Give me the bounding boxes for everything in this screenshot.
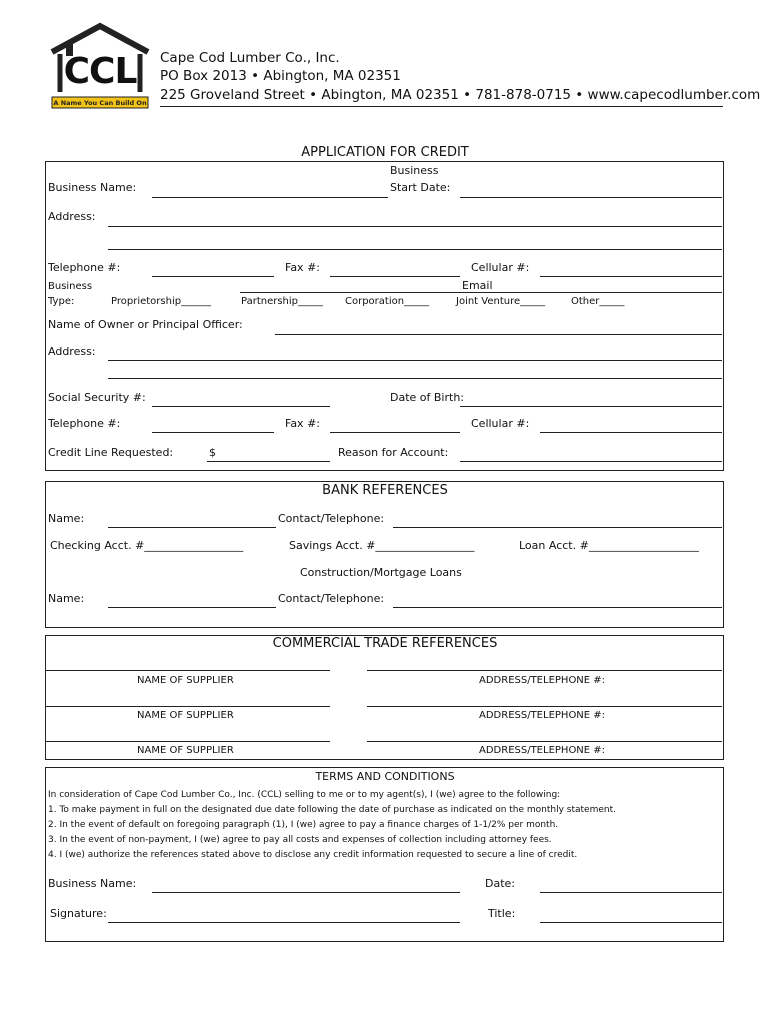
credit-line-label: Credit Line Requested: <box>48 446 174 459</box>
bank-contact-label: Contact/Telephone: <box>278 512 385 525</box>
owner-address-field-1[interactable] <box>108 360 722 361</box>
terms-item-2: 2. In the event of default on foregoing paragraph (1), I (we) agree to pay a finance charges of 1-1/2% per month. <box>48 820 559 830</box>
owner-address-label: Address: <box>48 345 96 358</box>
application-section <box>45 161 724 471</box>
terms-business-name-field[interactable] <box>152 892 460 893</box>
bank-contact-field[interactable] <box>393 527 722 528</box>
checking-label[interactable]: Checking Acct. #__________________ <box>50 539 244 552</box>
logo-text: CCL <box>63 51 137 92</box>
savings-label[interactable]: Savings Acct. #__________________ <box>289 539 475 552</box>
signature-field[interactable] <box>108 922 460 923</box>
fax-label: Fax #: <box>285 261 320 274</box>
logo-tagline: A Name You Can Build On <box>53 99 147 107</box>
company-address-2: 225 Groveland Street • Abington, MA 02351 • 781-878-0715 • www.capecodlumber.com <box>160 87 761 103</box>
credit-line-field[interactable] <box>207 461 330 462</box>
ssn-field[interactable] <box>152 406 330 407</box>
dob-label: Date of Birth: <box>390 391 465 404</box>
telephone2-field[interactable] <box>152 432 274 433</box>
type-proprietorship[interactable]: Proprietorship______ <box>111 296 212 307</box>
trade-title: COMMERCIAL TRADE REFERENCES <box>272 636 498 651</box>
supplier-field-3[interactable] <box>45 741 330 742</box>
business-type-label-1: Business <box>48 281 93 292</box>
loan-label[interactable]: Loan Acct. #____________________ <box>519 539 699 552</box>
fax-field[interactable] <box>330 276 460 277</box>
bank-name2-label: Name: <box>48 592 85 605</box>
supplier-address-field-1[interactable] <box>367 670 722 671</box>
supplier-label-2: NAME OF SUPPLIER <box>137 710 234 721</box>
supplier-address-field-2[interactable] <box>367 706 722 707</box>
cellular-label: Cellular #: <box>471 261 530 274</box>
company-address-1: PO Box 2013 • Abington, MA 02351 <box>160 68 401 84</box>
business-start-label-2: Start Date: <box>390 181 451 194</box>
reason-label: Reason for Account: <box>338 446 449 459</box>
supplier-address-label-1: ADDRESS/TELEPHONE #: <box>479 675 606 686</box>
business-name-label: Business Name: <box>48 181 137 194</box>
terms-date-field[interactable] <box>540 892 722 893</box>
supplier-field-1[interactable] <box>45 670 330 671</box>
dollar-sign: $ <box>209 446 216 459</box>
reason-field[interactable] <box>460 461 722 462</box>
terms-title: TERMS AND CONDITIONS <box>315 770 455 783</box>
bank-name-label: Name: <box>48 512 85 525</box>
title-field[interactable] <box>540 922 722 923</box>
construction-label: Construction/Mortgage Loans <box>300 566 462 579</box>
terms-item-1: 1. To make payment in full on the designated due date following the date of purchase as indicated on the monthly statement. <box>48 805 616 815</box>
type-corporation[interactable]: Corporation_____ <box>345 296 430 307</box>
fax2-label: Fax #: <box>285 417 320 430</box>
telephone-field[interactable] <box>152 276 274 277</box>
supplier-address-field-3[interactable] <box>367 741 722 742</box>
address-field-1[interactable] <box>108 226 722 227</box>
bank-name2-field[interactable] <box>108 607 276 608</box>
address-label: Address: <box>48 210 96 223</box>
supplier-field-2[interactable] <box>45 706 330 707</box>
cellular-field[interactable] <box>540 276 722 277</box>
signature-label: Signature: <box>50 907 107 920</box>
type-other[interactable]: Other_____ <box>571 296 625 307</box>
terms-business-name-label: Business Name: <box>48 877 137 890</box>
bank-contact2-field[interactable] <box>393 607 722 608</box>
business-name-field[interactable] <box>152 197 388 198</box>
title-label: Title: <box>488 907 516 920</box>
type-joint-venture[interactable]: Joint Venture_____ <box>456 296 546 307</box>
supplier-address-label-2: ADDRESS/TELEPHONE #: <box>479 710 606 721</box>
supplier-label-1: NAME OF SUPPLIER <box>137 675 234 686</box>
email-label: Email <box>462 279 493 292</box>
supplier-label-3: NAME OF SUPPLIER <box>137 745 234 756</box>
bank-section <box>45 481 724 628</box>
ssn-label: Social Security #: <box>48 391 146 404</box>
owner-address-field-2[interactable] <box>108 378 722 379</box>
terms-date-label: Date: <box>485 877 515 890</box>
address-field-2[interactable] <box>108 249 722 250</box>
terms-item-3: 3. In the event of non-payment, I (we) agree to pay all costs and expenses of collection including attorney fees. <box>48 835 552 845</box>
telephone-label: Telephone #: <box>48 261 121 274</box>
business-start-label-1: Business <box>390 164 439 177</box>
type-partnership[interactable]: Partnership_____ <box>241 296 324 307</box>
owner-label: Name of Owner or Principal Officer: <box>48 318 243 331</box>
dob-field[interactable] <box>460 406 722 407</box>
cellular2-label: Cellular #: <box>471 417 530 430</box>
form-title: APPLICATION FOR CREDIT <box>301 145 469 160</box>
bank-name-field[interactable] <box>108 527 276 528</box>
header-rule <box>160 106 723 107</box>
telephone2-label: Telephone #: <box>48 417 121 430</box>
company-name: Cape Cod Lumber Co., Inc. <box>160 50 340 66</box>
fax2-field[interactable] <box>330 432 460 433</box>
business-type-label-2: Type: <box>48 296 75 307</box>
owner-field[interactable] <box>275 334 722 335</box>
start-date-field[interactable] <box>460 197 722 198</box>
cellular2-field[interactable] <box>540 432 722 433</box>
terms-item-4: 4. I (we) authorize the references stated above to disclose any credit information requested to secure a line of credit. <box>48 850 578 860</box>
company-logo <box>50 22 150 112</box>
supplier-address-label-3: ADDRESS/TELEPHONE #: <box>479 745 606 756</box>
bank-contact2-label: Contact/Telephone: <box>278 592 385 605</box>
terms-intro: In consideration of Cape Cod Lumber Co., Inc. (CCL) selling to me or to my agent(s), I (we) agree to the following: <box>48 790 561 800</box>
email-field[interactable] <box>240 292 722 293</box>
bank-title: BANK REFERENCES <box>322 483 448 498</box>
